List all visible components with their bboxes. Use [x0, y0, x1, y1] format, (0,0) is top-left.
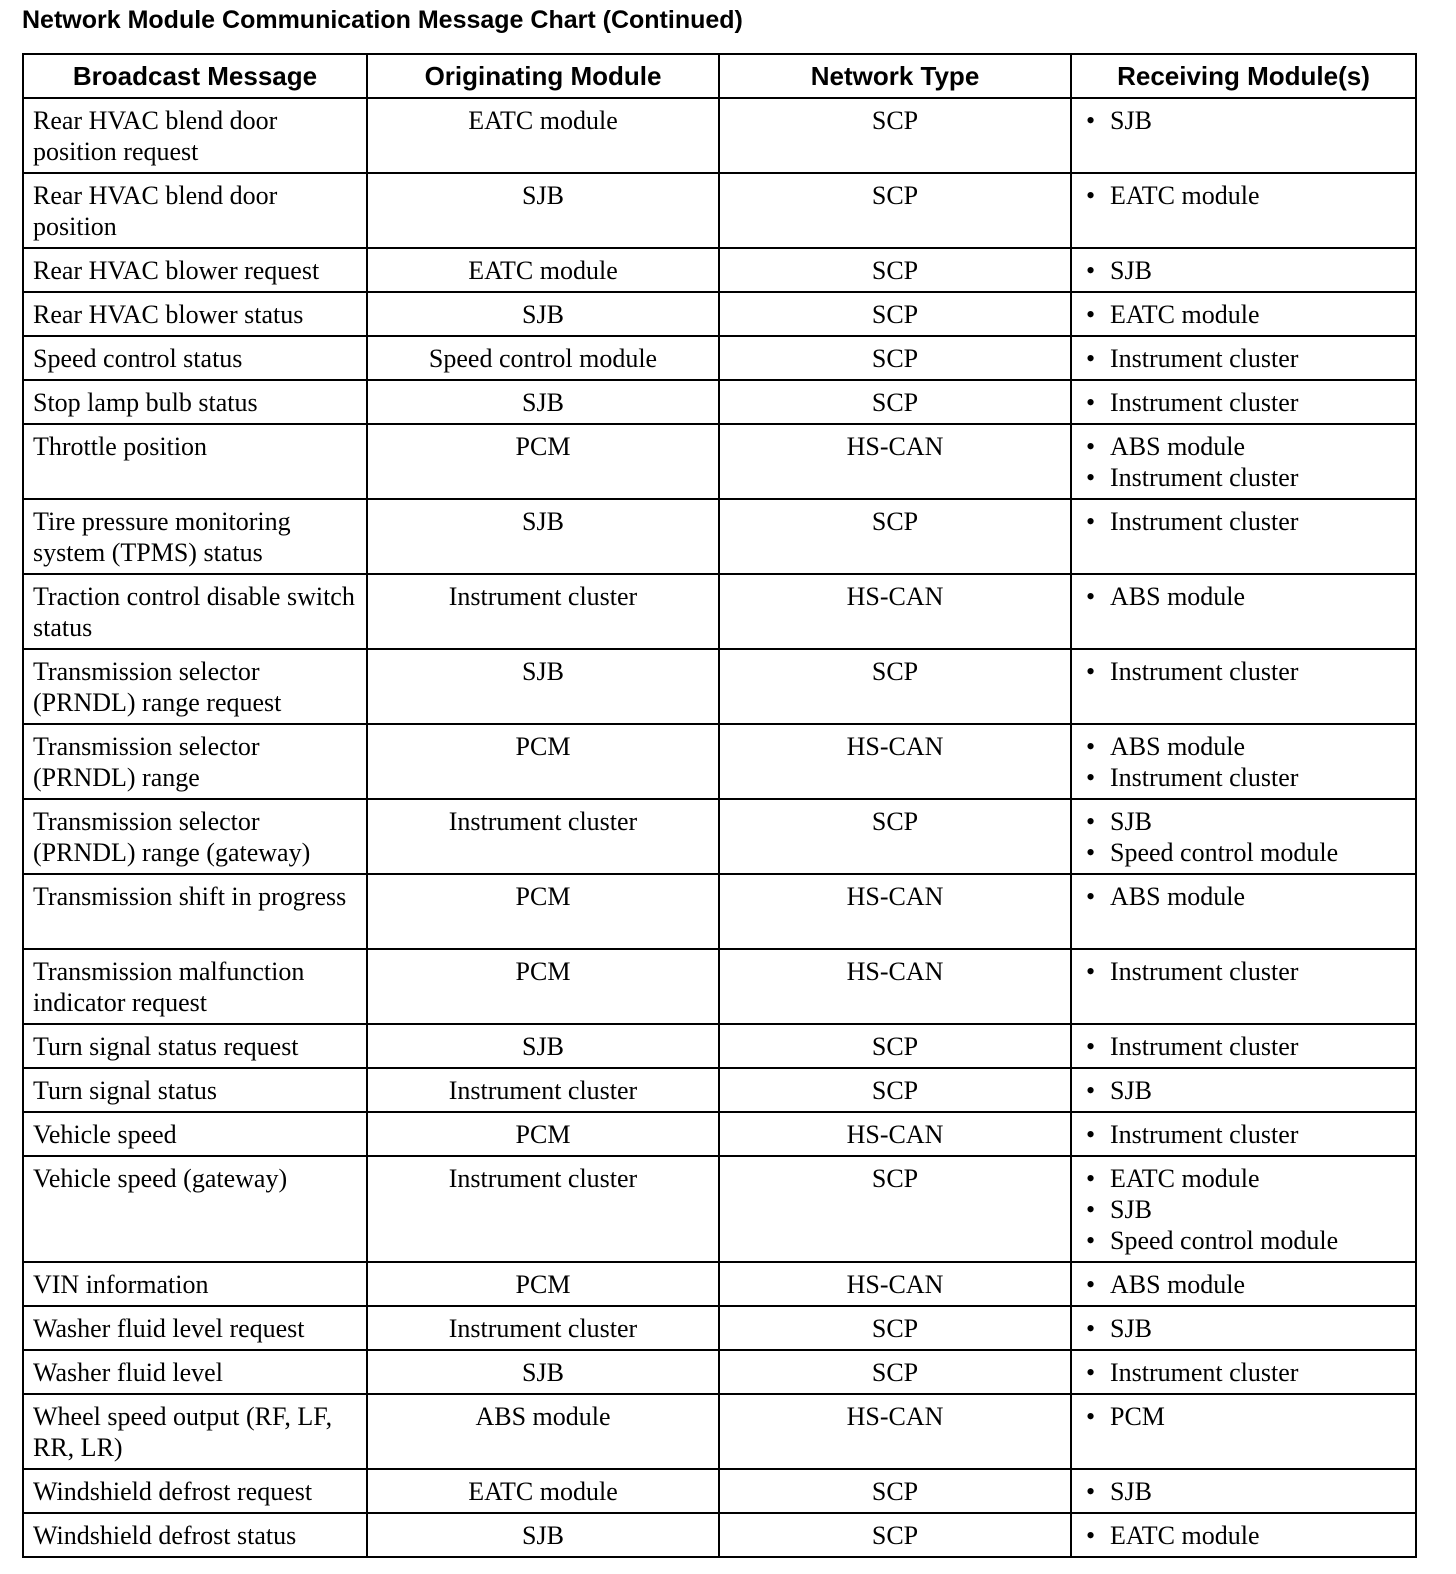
network-type-cell: SCP [719, 1068, 1071, 1112]
network-type-cell: HS-CAN [719, 574, 1071, 649]
network-type-cell: SCP [719, 649, 1071, 724]
table-row [23, 1156, 1416, 1262]
receiving-modules-list [1072, 105, 1415, 136]
originating-module-cell: SJB [367, 649, 719, 724]
broadcast-message-cell: Turn signal status request [23, 1024, 367, 1068]
receiving-modules-list [1072, 581, 1415, 612]
receiving-modules-cell [1071, 424, 1416, 499]
originating-module-cell: PCM [367, 874, 719, 949]
originating-module-cell: PCM [367, 1112, 719, 1156]
originating-module-cell: SJB [367, 499, 719, 574]
network-type-cell: HS-CAN [719, 949, 1071, 1024]
receiving-modules-cell [1071, 724, 1416, 799]
network-type-cell: HS-CAN [719, 1262, 1071, 1306]
broadcast-message-cell: Vehicle speed (gateway) [23, 1156, 367, 1262]
receiving-module-item: • ABS module [1086, 1269, 1415, 1300]
table-row [23, 1068, 1416, 1112]
receiving-modules-list [1072, 956, 1415, 987]
receiving-module-item: • EATC module [1086, 180, 1415, 211]
originating-module-cell: Speed control module [367, 336, 719, 380]
receiving-module-item: • EATC module [1086, 299, 1415, 330]
receiving-modules-cell [1071, 499, 1416, 574]
receiving-modules-cell [1071, 1469, 1416, 1513]
header-network-type: Network Type [719, 54, 1071, 98]
originating-module-cell: EATC module [367, 248, 719, 292]
table-row [23, 1306, 1416, 1350]
receiving-module-item: • SJB [1086, 1194, 1415, 1225]
broadcast-message-cell: Transmission selector (PRNDL) range request [23, 649, 367, 724]
receiving-modules-list [1072, 1520, 1415, 1551]
network-type-cell: SCP [719, 248, 1071, 292]
receiving-module-item: • EATC module [1086, 1163, 1415, 1194]
page-title: Network Module Communication Message Chart (Continued) [22, 6, 743, 34]
originating-module-cell: SJB [367, 173, 719, 248]
receiving-modules-cell [1071, 1068, 1416, 1112]
originating-module-cell: SJB [367, 1513, 719, 1557]
receiving-modules-list [1072, 1119, 1415, 1150]
receiving-modules-list [1072, 299, 1415, 330]
originating-module-cell: PCM [367, 724, 719, 799]
message-chart-table [22, 53, 1417, 1558]
broadcast-message-cell: Stop lamp bulb status [23, 380, 367, 424]
originating-module-cell: SJB [367, 292, 719, 336]
broadcast-message-cell: Windshield defrost request [23, 1469, 367, 1513]
table-row [23, 1469, 1416, 1513]
receiving-modules-list [1072, 431, 1415, 493]
receiving-module-item: • Instrument cluster [1086, 1119, 1415, 1150]
originating-module-cell: EATC module [367, 98, 719, 173]
receiving-module-item: • SJB [1086, 806, 1415, 837]
receiving-modules-cell [1071, 336, 1416, 380]
network-type-cell: HS-CAN [719, 874, 1071, 949]
receiving-modules-list [1072, 1401, 1415, 1432]
receiving-module-item: • Instrument cluster [1086, 656, 1415, 687]
table-header-row [23, 54, 1416, 98]
receiving-module-item: • ABS module [1086, 731, 1415, 762]
receiving-module-item: • Instrument cluster [1086, 956, 1415, 987]
receiving-modules-list [1072, 731, 1415, 793]
receiving-modules-cell [1071, 1262, 1416, 1306]
table-row [23, 98, 1416, 173]
originating-module-cell: EATC module [367, 1469, 719, 1513]
table-row [23, 799, 1416, 874]
table-row [23, 173, 1416, 248]
header-receiving-modules: Receiving Module(s) [1071, 54, 1416, 98]
originating-module-cell: SJB [367, 380, 719, 424]
receiving-modules-cell [1071, 1350, 1416, 1394]
receiving-modules-list [1072, 180, 1415, 211]
table-row [23, 248, 1416, 292]
receiving-modules-cell [1071, 380, 1416, 424]
originating-module-cell: Instrument cluster [367, 574, 719, 649]
table-row [23, 1394, 1416, 1469]
network-type-cell: HS-CAN [719, 1112, 1071, 1156]
receiving-modules-cell [1071, 1112, 1416, 1156]
receiving-modules-cell [1071, 874, 1416, 949]
receiving-module-item: • SJB [1086, 1075, 1415, 1106]
receiving-module-item: • SJB [1086, 1313, 1415, 1344]
table-row [23, 424, 1416, 499]
broadcast-message-cell: Rear HVAC blend door position [23, 173, 367, 248]
receiving-modules-list [1072, 1269, 1415, 1300]
receiving-modules-cell [1071, 1394, 1416, 1469]
table-row [23, 1024, 1416, 1068]
receiving-module-item: • EATC module [1086, 1520, 1415, 1551]
receiving-modules-list [1072, 387, 1415, 418]
broadcast-message-cell: Transmission selector (PRNDL) range [23, 724, 367, 799]
table-row [23, 1262, 1416, 1306]
broadcast-message-cell: Rear HVAC blend door position request [23, 98, 367, 173]
receiving-module-item: • SJB [1086, 1476, 1415, 1507]
originating-module-cell: Instrument cluster [367, 1068, 719, 1112]
broadcast-message-cell: Rear HVAC blower status [23, 292, 367, 336]
broadcast-message-cell: Windshield defrost status [23, 1513, 367, 1557]
receiving-module-item: • SJB [1086, 255, 1415, 286]
network-type-cell: SCP [719, 173, 1071, 248]
network-type-cell: HS-CAN [719, 724, 1071, 799]
receiving-module-item: • Instrument cluster [1086, 506, 1415, 537]
receiving-modules-list [1072, 255, 1415, 286]
header-broadcast-message: Broadcast Message [23, 54, 367, 98]
receiving-modules-list [1072, 1075, 1415, 1106]
network-type-cell: SCP [719, 799, 1071, 874]
originating-module-cell: SJB [367, 1024, 719, 1068]
receiving-modules-list [1072, 1031, 1415, 1062]
receiving-module-item: • Instrument cluster [1086, 1031, 1415, 1062]
network-type-cell: SCP [719, 1513, 1071, 1557]
receiving-modules-list [1072, 806, 1415, 868]
table-row [23, 1513, 1416, 1557]
receiving-modules-cell [1071, 248, 1416, 292]
receiving-modules-cell [1071, 649, 1416, 724]
network-type-cell: SCP [719, 380, 1071, 424]
receiving-modules-cell [1071, 1513, 1416, 1557]
broadcast-message-cell: Tire pressure monitoring system (TPMS) status [23, 499, 367, 574]
receiving-module-item: • Instrument cluster [1086, 343, 1415, 374]
receiving-module-item: • Speed control module [1086, 1225, 1415, 1256]
network-type-cell: SCP [719, 1306, 1071, 1350]
receiving-module-item: • ABS module [1086, 431, 1415, 462]
table-row [23, 336, 1416, 380]
table-row [23, 874, 1416, 949]
receiving-module-item: • SJB [1086, 105, 1415, 136]
broadcast-message-cell: Throttle position [23, 424, 367, 499]
broadcast-message-cell: Speed control status [23, 336, 367, 380]
receiving-modules-cell [1071, 799, 1416, 874]
receiving-module-item: • Instrument cluster [1086, 387, 1415, 418]
originating-module-cell: PCM [367, 1262, 719, 1306]
broadcast-message-cell: Turn signal status [23, 1068, 367, 1112]
receiving-modules-list [1072, 343, 1415, 374]
broadcast-message-cell: Transmission malfunction indicator request [23, 949, 367, 1024]
receiving-modules-list [1072, 506, 1415, 537]
network-type-cell: SCP [719, 1024, 1071, 1068]
header-originating-module: Originating Module [367, 54, 719, 98]
network-type-cell: SCP [719, 1156, 1071, 1262]
receiving-modules-list [1072, 656, 1415, 687]
originating-module-cell: Instrument cluster [367, 1306, 719, 1350]
originating-module-cell: SJB [367, 1350, 719, 1394]
receiving-modules-cell [1071, 1306, 1416, 1350]
receiving-modules-cell [1071, 173, 1416, 248]
broadcast-message-cell: Vehicle speed [23, 1112, 367, 1156]
network-type-cell: SCP [719, 1469, 1071, 1513]
originating-module-cell: Instrument cluster [367, 799, 719, 874]
table-row [23, 1350, 1416, 1394]
network-type-cell: SCP [719, 336, 1071, 380]
table-row [23, 949, 1416, 1024]
receiving-module-item: • Instrument cluster [1086, 762, 1415, 793]
broadcast-message-cell: Transmission selector (PRNDL) range (gateway) [23, 799, 367, 874]
table-row [23, 724, 1416, 799]
table-row [23, 574, 1416, 649]
table-body [23, 98, 1416, 1557]
originating-module-cell: PCM [367, 424, 719, 499]
receiving-modules-cell [1071, 98, 1416, 173]
table-row [23, 380, 1416, 424]
originating-module-cell: PCM [367, 949, 719, 1024]
receiving-module-item: • PCM [1086, 1401, 1415, 1432]
network-type-cell: HS-CAN [719, 1394, 1071, 1469]
network-type-cell: SCP [719, 499, 1071, 574]
receiving-modules-cell [1071, 292, 1416, 336]
broadcast-message-cell: Washer fluid level request [23, 1306, 367, 1350]
receiving-module-item: • Instrument cluster [1086, 1357, 1415, 1388]
network-type-cell: SCP [719, 1350, 1071, 1394]
originating-module-cell: Instrument cluster [367, 1156, 719, 1262]
receiving-modules-cell [1071, 1024, 1416, 1068]
table-row [23, 649, 1416, 724]
broadcast-message-cell: Rear HVAC blower request [23, 248, 367, 292]
receiving-modules-cell [1071, 949, 1416, 1024]
receiving-modules-cell [1071, 574, 1416, 649]
table-row [23, 292, 1416, 336]
receiving-modules-list [1072, 1313, 1415, 1344]
network-type-cell: HS-CAN [719, 424, 1071, 499]
broadcast-message-cell: Washer fluid level [23, 1350, 367, 1394]
receiving-modules-list [1072, 1357, 1415, 1388]
receiving-modules-list [1072, 1163, 1415, 1256]
receiving-module-item: • Speed control module [1086, 837, 1415, 868]
originating-module-cell: ABS module [367, 1394, 719, 1469]
table-row [23, 499, 1416, 574]
receiving-module-item: • ABS module [1086, 881, 1415, 912]
receiving-modules-list [1072, 1476, 1415, 1507]
network-type-cell: SCP [719, 292, 1071, 336]
receiving-module-item: • Instrument cluster [1086, 462, 1415, 493]
receiving-modules-list [1072, 881, 1415, 912]
receiving-module-item: • ABS module [1086, 581, 1415, 612]
broadcast-message-cell: VIN information [23, 1262, 367, 1306]
broadcast-message-cell: Transmission shift in progress [23, 874, 367, 949]
broadcast-message-cell: Traction control disable switch status [23, 574, 367, 649]
network-type-cell: SCP [719, 98, 1071, 173]
receiving-modules-cell [1071, 1156, 1416, 1262]
table-row [23, 1112, 1416, 1156]
broadcast-message-cell: Wheel speed output (RF, LF, RR, LR) [23, 1394, 367, 1469]
